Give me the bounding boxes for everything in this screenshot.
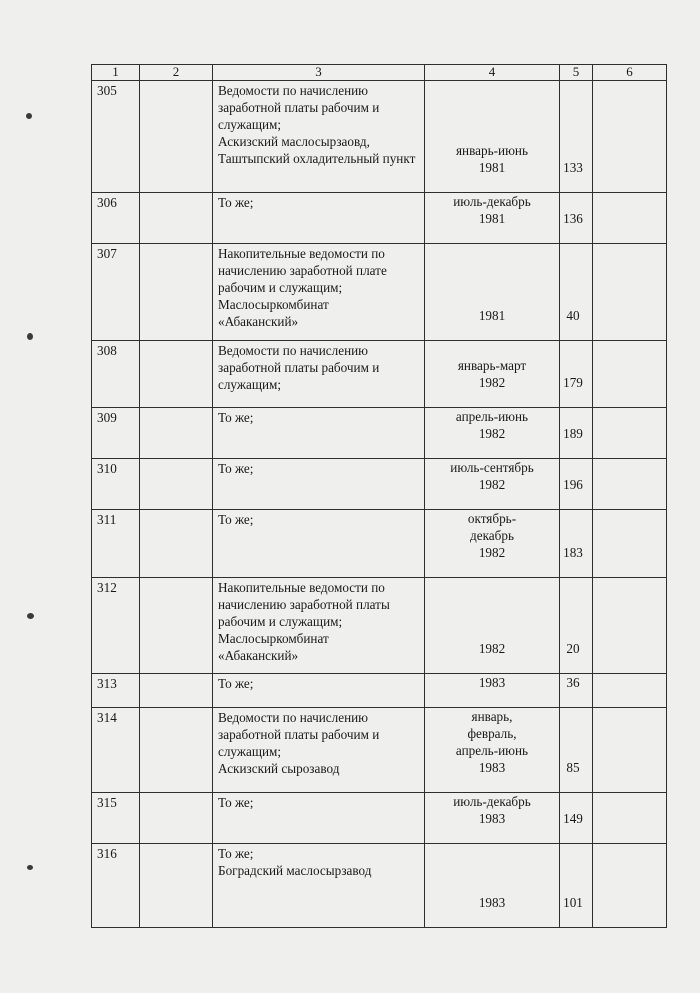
row-pages: 136 [560,193,593,244]
row-dates: 1982 [425,578,560,674]
scan-speck [27,613,34,619]
table-row [92,708,667,793]
table-row [92,793,667,844]
scan-speck [27,333,33,340]
row-note [593,510,667,578]
row-title: То же; [213,459,425,510]
row-number: 310 [92,459,140,510]
row-col-2 [140,193,213,244]
row-note [593,408,667,459]
row-col-2 [140,459,213,510]
row-title: Накопительные ведомости по начислению заработной платы рабочим и служащим; Маслосыркомбинат «Абаканский» [213,578,425,674]
row-note [593,578,667,674]
header-col-6: 6 [593,65,667,81]
header-col-5: 5 [560,65,593,81]
row-title: То же; [213,793,425,844]
row-number: 314 [92,708,140,793]
row-dates: январь, февраль, апрель-июнь 1983 [425,708,560,793]
scan-speck [26,113,32,119]
row-col-2 [140,793,213,844]
row-title: Ведомости по начислению заработной платы рабочим и служащим; Аскизский сырозавод [213,708,425,793]
row-dates: январь-июнь 1981 [425,81,560,193]
header-col-3: 3 [213,65,425,81]
row-note [593,674,667,708]
archive-inventory-table [91,64,667,928]
row-title: То же; [213,408,425,459]
header-col-4: 4 [425,65,560,81]
row-dates: июль-сентябрь 1982 [425,459,560,510]
row-dates: 1983 [425,674,560,708]
row-col-2 [140,408,213,459]
row-note [593,244,667,341]
row-pages: 36 [560,674,593,708]
scan-speck [27,865,33,870]
header-row [92,65,667,81]
row-number: 311 [92,510,140,578]
row-pages: 85 [560,708,593,793]
table-row [92,408,667,459]
row-col-2 [140,81,213,193]
table-body [92,81,667,928]
row-pages: 183 [560,510,593,578]
row-pages: 20 [560,578,593,674]
row-dates: 1983 [425,844,560,928]
row-number: 316 [92,844,140,928]
row-number: 312 [92,578,140,674]
row-number: 313 [92,674,140,708]
row-number: 306 [92,193,140,244]
row-title: То же; [213,510,425,578]
row-number: 315 [92,793,140,844]
row-number: 305 [92,81,140,193]
row-title: Ведомости по начислению заработной платы рабочим и служащим; [213,341,425,408]
table-row [92,674,667,708]
row-col-2 [140,341,213,408]
header-col-1: 1 [92,65,140,81]
row-pages: 133 [560,81,593,193]
row-number: 309 [92,408,140,459]
row-note [593,459,667,510]
row-dates: 1981 [425,244,560,341]
row-dates: апрель-июнь 1982 [425,408,560,459]
row-col-2 [140,708,213,793]
row-col-2 [140,578,213,674]
row-title: То же; [213,674,425,708]
table-header [92,65,667,81]
table-row [92,244,667,341]
row-title: Ведомости по начислению заработной платы рабочим и служащим; Аскизский маслосырзаовд, Таштыпский охладительный пункт [213,81,425,193]
row-title: Накопительные ведомости по начислению заработной плате рабочим и служащим; Маслосыркомбинат «Абаканский» [213,244,425,341]
row-note [593,341,667,408]
table-row [92,341,667,408]
row-number: 307 [92,244,140,341]
row-dates: июль-декабрь 1981 [425,193,560,244]
row-number: 308 [92,341,140,408]
row-pages: 40 [560,244,593,341]
table-row [92,193,667,244]
row-pages: 179 [560,341,593,408]
row-col-2 [140,844,213,928]
row-note [593,844,667,928]
row-dates: июль-декабрь 1983 [425,793,560,844]
row-title: То же; [213,193,425,244]
row-dates: октябрь- декабрь 1982 [425,510,560,578]
table-row [92,81,667,193]
row-pages: 196 [560,459,593,510]
row-col-2 [140,510,213,578]
table-row [92,578,667,674]
row-dates: январь-март 1982 [425,341,560,408]
row-note [593,708,667,793]
row-pages: 149 [560,793,593,844]
row-col-2 [140,244,213,341]
row-col-2 [140,674,213,708]
table-row [92,459,667,510]
table-row [92,510,667,578]
row-pages: 101 [560,844,593,928]
header-col-2: 2 [140,65,213,81]
row-note [593,81,667,193]
row-pages: 189 [560,408,593,459]
row-note [593,793,667,844]
row-title: То же; Боградский маслосырзавод [213,844,425,928]
table-row [92,844,667,928]
row-note [593,193,667,244]
